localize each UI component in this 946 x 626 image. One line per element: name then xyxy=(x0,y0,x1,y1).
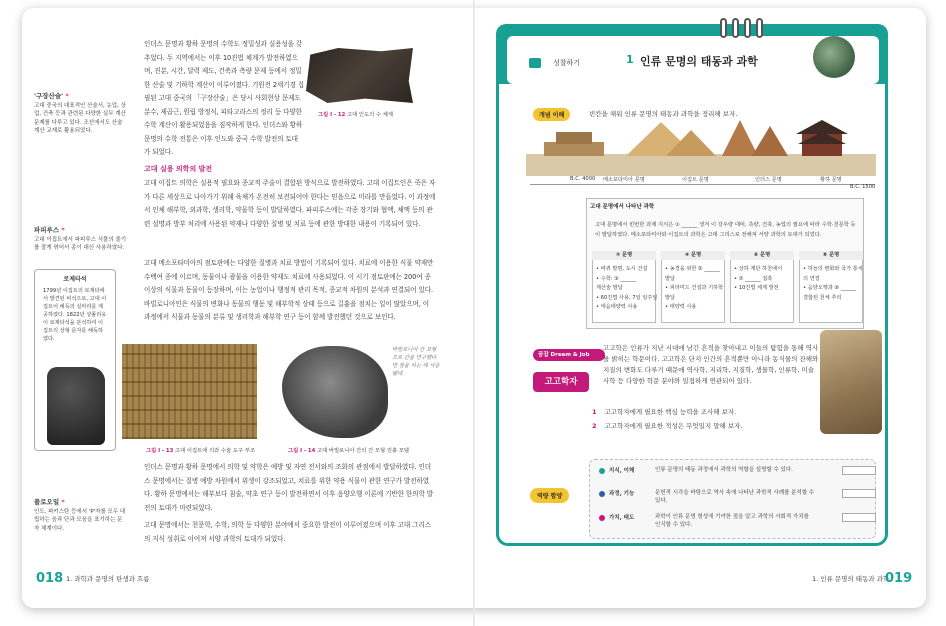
goal-dot-icon xyxy=(599,491,605,497)
timeline-label: 황하 문명 xyxy=(820,177,842,183)
ancient-number-image xyxy=(306,48,413,103)
column-head: ② 문명 xyxy=(592,251,656,260)
calendar-icon xyxy=(529,58,541,68)
paragraph-math: 인더스 문명과 황하 문명의 수학도 정밀성과 실용성을 갖추었다. 두 지역에서는 이후 10진법 체계가 발전하였으며, 진분, 시간, 달력 제도, 건축과 측량 문제 등에서 정밀한 산술 및 기하학 계산이 이루어졌다. 기원전 2세기경 집필된 고대 중국의 「구장산술」은 당시 사회현상 문제도 분수, 제곱근, 원립 방정식, 피타고라스의 정리 등 다양한 수학 계산이 활용되었음을 짐작하게 한다. 인더스와 황하 문명의 수학 전통은 이후 인도와 중국 수학 발전의 토대가 되었다. xyxy=(144,40,304,156)
column-item: • 수학: ③ ______ xyxy=(596,275,636,282)
column-item: • 태양력 사용 xyxy=(665,304,697,311)
column-item: 결합된 천체 추리 xyxy=(803,294,842,301)
timeline-label: 메소포타미아 문명 xyxy=(603,177,645,183)
panel-text: 고대 문명에서 빈번한 과제 지식은 ① ______ 생겨 이 강우량 대비, 측량, 건축, 농업의 필요에 따라 수학·천문학 등이 발달하였다. 메소포타미아와 이집트의 과학은 고대 그리스로 전해져 서양 과학의 토대가 되었다. xyxy=(595,222,856,238)
column-item: • ⑦ ______ 접촉 xyxy=(734,275,773,282)
concept-label: 개념 이해 xyxy=(533,108,570,121)
timeline-label: 인더스 문명 xyxy=(755,177,782,183)
column-item: • 피라미드 건설과 기하학 xyxy=(665,285,724,292)
column-head: ⑧ 문명 xyxy=(799,251,863,260)
unit-number: 1 xyxy=(626,53,634,66)
rosetta-text: 1799년 이집트의 로제타에서 발견된 비석으로, 고대 이집트어 해독의 실마리를 제공하였다. 1822년 샹폴리옹이 로제타석을 분석하여 이집트의 상형 문자를 해독하였다. xyxy=(43,288,107,342)
column-item: • 10진법 체계 발전 xyxy=(734,285,779,292)
self-check-box[interactable] xyxy=(842,513,876,522)
sidebar-note-papyrus: 파피루스 * 고대 이집트에서 파피루스 식물의 줄기를 잘게 엮어서 종이 대신 사용하였다. xyxy=(34,226,127,251)
paragraph-mesopotamia-medicine: 고대 메소포타미아의 점토판에는 다양한 질병과 치료 방법이 기록되어 있다. 치료에 이용한 식물 약재만 수백여 종에 이르며, 동물이나 광물을 이용한 약재도 치료에 사용되었다. 이 시기 점토판에는 200여 종 이상의 식물과 동물이 등장하며, 이는 농업이나 행정적 관리 목적, 종교적 차원의 분석과 연결되어 있다. 바빌로니아인은 식물의 변화나 동물의 행동 및 해부학적 상태 등으로 길흉을 점치는 일이 많았으며, 이 과정에서 식물과 동물의 분류 및 생리학과 해부학 연구 등이 함께 발전했던 것으로 보인다. xyxy=(144,259,434,321)
clip-ring xyxy=(720,18,727,38)
civilization-illustration xyxy=(526,114,876,176)
temple-tower xyxy=(722,120,758,156)
column-item: • 상하 계단 하천에서 xyxy=(734,266,783,272)
column-items xyxy=(596,265,657,313)
archaeology-text: 고고학은 인류가 지난 시대에 남긴 흔적을 찾아내고 이들의 탐험을 통해 역사를 밝히는 학문이다. 고고학은 단지 인간의 흔적뿐만 아니라 동식물의 잔해와 지질의 변화도 다루기 때문에 역사학, 지리학, 지질학, 생물학, 인류학, 미술사학 등 다양한 학문 분야와 밀접하게 연관되어 있다. xyxy=(603,344,819,385)
concept-intro: 빈칸을 채워 인류 문명의 태동과 과학을 정리해 보자. xyxy=(589,110,738,118)
goal-row: 과정, 기능 문헌적 시각을 바탕으로 역사 속에 나타난 과학적 사례를 분석할 수 있다. xyxy=(599,489,815,504)
ziggurat-base xyxy=(544,142,604,156)
archaeologist-photo xyxy=(820,330,882,434)
dream-job-title: 고고학자 xyxy=(533,372,589,392)
ziggurat-mid xyxy=(556,132,592,144)
rosetta-box xyxy=(34,269,116,451)
column-items xyxy=(803,265,863,303)
paragraph-conclusion: 고대 문명에서는 천문학, 수학, 의학 등 다양한 분야에서 중요한 발전이 이루어졌으며 이후 고대 그리스의 지식 성취로 이어져 서양 과학의 토대가 되었다. xyxy=(144,521,431,543)
column-item: • 농경을 위한 ⑤ ______ xyxy=(665,266,720,272)
caption-fig12: 그림 I - 12 고대 인도의 수 체계 xyxy=(318,112,393,118)
page-number-left: 018 xyxy=(36,571,64,586)
pagoda-roof xyxy=(796,120,848,134)
section-heading: 고대 실용 의학의 발전 xyxy=(144,165,213,173)
column-item: • 태음태양력 사용 xyxy=(596,304,638,311)
timeline-label: B.C. 4000 xyxy=(570,176,596,182)
column-item: 발달 xyxy=(665,294,676,301)
goal-dot-icon xyxy=(599,468,605,474)
self-check-box[interactable] xyxy=(842,489,876,498)
self-check-box[interactable] xyxy=(842,466,876,475)
clip-ring xyxy=(744,18,751,38)
footer-left: 1. 과학과 문명의 탄생과 흐름 xyxy=(66,575,150,583)
paragraph-indus-medicine: 인더스 문명과 황하 문명에서 의학 및 약학은 예방 및 자연 전서와의 조화의 관점에서 발달하였다. 인더스 문명에서는 질병 예방 차원에서 위생이 강조되었고, 치료를 위한 약용 식물이 관한 연구가 발전하였다. 황하 문명에서는 해부보다 침술, 약초 연구 등이 발전하면서 이후 음양오행 이론에 기반한 한의학 발전의 토대가 마련되었다. xyxy=(144,463,433,512)
column-item: • 60진법 사용, 7일 일주일 xyxy=(596,294,658,301)
ancient-coin-image xyxy=(813,36,855,78)
sidebar-title: 파피루스 xyxy=(34,226,60,234)
sidebar-text: 인도, 파키스탄 등에서 'P'자를 모두 대립하는 음과 단과 모음을 표기하는 문자 체계이다. xyxy=(34,508,126,532)
column-items xyxy=(734,265,782,294)
ground xyxy=(526,154,876,176)
sidebar-title: '구장산술' xyxy=(34,92,64,100)
question-1: 1 고고학자에게 필요한 핵심 능력을 조사해 보자. xyxy=(592,408,737,416)
sidebar-text: 고대 이집트에서 파피루스 식물의 줄기를 잘게 엮어서 종이 대신 사용하였다. xyxy=(34,236,127,251)
column-item: • 하늘의 변화와 국가 통치 xyxy=(803,266,863,272)
sidebar-title: 플로오일 xyxy=(34,498,60,506)
timeline-label: B.C. 1500 xyxy=(850,184,876,190)
unit-subtitle: 성찰하기 xyxy=(553,59,581,67)
footer-right: 1. 인류 문명의 태동과 과학 xyxy=(812,575,890,583)
temple-tower-2 xyxy=(752,126,788,156)
timeline-axis xyxy=(530,184,875,185)
sidebar-note-gujang: '구장산술' * 고대 중국의 대표적인 산술서, 농업, 상업, 건축 등과 관련된 다양한 실무 계산 문제를 다루고 있다. 조선에서도 산술 계산 교재로 활용되었다. xyxy=(34,92,126,134)
panel-title: 고대 문명에서 나타난 과학 xyxy=(590,204,655,210)
timeline-label: 이집트 문명 xyxy=(682,177,709,183)
clip-ring xyxy=(756,18,763,38)
column-head: ⑥ 문명 xyxy=(730,251,794,260)
goal-label: 역량 함양 xyxy=(530,488,569,503)
column-item: 계산술 발달 xyxy=(596,285,623,292)
clip-ring xyxy=(732,18,739,38)
column-head: ④ 문명 xyxy=(661,251,725,260)
column-item: • 음양오행과 ⑨ ______ xyxy=(803,285,857,292)
column-item: • 바퀴 발명, 도시 건설 xyxy=(596,266,648,272)
column-item: 의 연결 xyxy=(803,275,820,282)
page-number-right: 019 xyxy=(885,571,913,586)
handwritten-note: 바빌로니아 간 모형으로 간을 연구했다면 점을 치는 데 사용됐대. xyxy=(392,347,440,377)
caption-fig14: 그림 I - 14 고대 바빌로니아 간의 간 모형 진흙 모델 xyxy=(288,448,409,454)
page-gutter xyxy=(473,0,475,626)
goal-row: 지식, 이해 인류 문명의 태동 과정에서 과학의 역할을 설명할 수 있다. xyxy=(599,466,815,481)
rosetta-title: 로제타석 xyxy=(63,276,87,283)
column-item: 발달 xyxy=(665,275,676,282)
sidebar-note-script: 플로오일 * 인도, 파키스탄 등에서 'P'자를 모두 대립하는 음과 단과 모음을 표기하는 문자 체계이다. xyxy=(34,498,126,532)
dream-job-label: 꿈잡 Dream & Job xyxy=(533,349,605,361)
sidebar-text: 고대 중국의 대표적인 산술서, 농업, 상업, 건축 등과 관련된 다양한 실무 계산 문제를 다루고 있다. 조선에서도 산술 계산 교재로 활용되었다. xyxy=(34,102,126,134)
caption-fig13: 그림 I - 13 고대 이집트에 의과 수술 도구 부조 xyxy=(146,448,256,454)
paragraph-egypt-medicine: 고대 이집트 의학은 실용적 필요와 종교적 주술이 결합된 방식으로 발전하였다. 고대 이집트인은 죽은 자가 다른 세상으로 나아가기 위해 육체가 온전히 보전되어야 한다는 믿음으로 미라를 만들었다. 이 과정에서 인체 해부학, 외과학, 생리학, 약물학 등이 발달하였다. 파피루스에는 각종 장기와 협액, 체액 등의 관련 설명과 방부 처리에 사용된 약재나 다양한 질병 및 치료 등에 관한 방대한 내용이 기록되어 있다. xyxy=(144,179,436,228)
goal-dot-icon xyxy=(599,515,605,521)
rosetta-stone-image xyxy=(47,367,105,445)
goal-row: 가치, 태도 과학이 인류 문명 형성에 기여한 점을 알고 과학의 사회적 가치를 인식할 수 있다. xyxy=(599,513,815,528)
column-items xyxy=(665,265,723,313)
unit-title: 인류 문명의 태동과 과학 xyxy=(640,55,758,68)
question-2: 2 고고학자에게 필요한 적성은 무엇일지 말해 보자. xyxy=(592,422,743,430)
surgical-relief-image xyxy=(122,344,257,439)
